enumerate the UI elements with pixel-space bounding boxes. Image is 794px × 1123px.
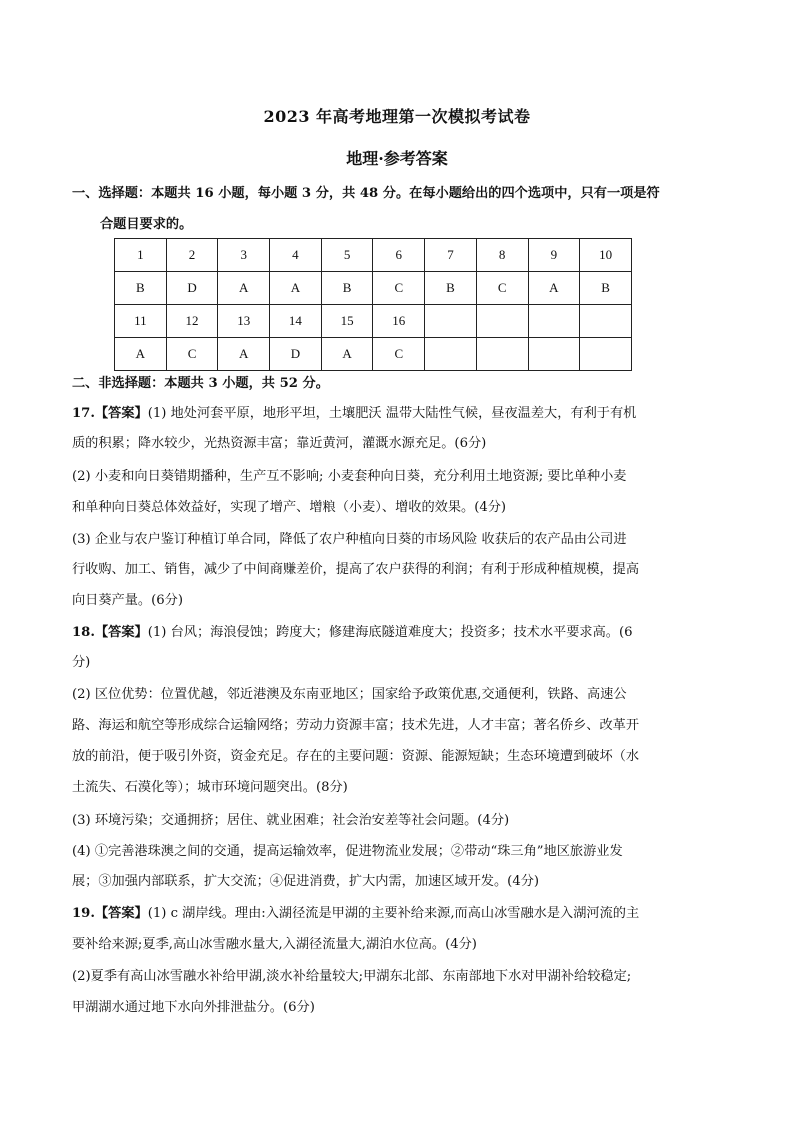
answer-table-cell: A [218, 338, 270, 371]
answer-table-cell: C [373, 272, 425, 305]
answer-table-cell [580, 338, 632, 371]
q17-p1-line2: 质的积累；降水较少，光热资源丰富；靠近黄河，灌溉水源充足。(6分) [72, 436, 487, 451]
answer-table-cell [476, 305, 528, 338]
answer-table-row [115, 305, 632, 338]
q17-p2-line2: 和单种向日葵总体效益好，实现了增产、增粮（小麦）、增收的效果。(4分) [72, 500, 507, 515]
answer-table-cell: 13 [218, 305, 270, 338]
q17-p3-line2: 行收购、加工、销售，减少了中间商赚差价，提高了农户获得的利润；有利于形成种植规模，提高 [72, 562, 640, 577]
answer-table-cell: 1 [115, 239, 167, 272]
q18-p2-line3: 放的前沿，便于吸引外资，资金充足。存在的主要问题：资源、能源短缺；生态环境遭到破坏（水 [72, 749, 640, 764]
answer-table-cell: C [166, 338, 218, 371]
q18-p2-line1: (2) 区位优势：位置优越，邻近港澳及东南亚地区；国家给予政策优惠,交通便利，铁路、高速公 [72, 687, 627, 702]
answer-table-cell: 8 [476, 239, 528, 272]
section1-heading: 一、选择题：本题共 16 小题，每小题 3 分，共 48 分。在每小题给出的四个选项中，只有一项是符 [72, 186, 660, 201]
q18-p4-line1: (4) ①完善港珠澳之间的交通，提高运输效率，促进物流业发展；②带动“珠三角”地区旅游业发 [72, 844, 623, 859]
q19-p1-line1: 19.【答案】(1) c 湖岸线。理由:入湖径流是甲湖的主要补给来源,而高山冰雪融水是入湖河流的主 [72, 906, 640, 921]
answer-table-cell [476, 338, 528, 371]
answer-table-cell: A [321, 338, 373, 371]
answer-table-cell: B [580, 272, 632, 305]
q18-p3-line1: (3) 环境污染；交通拥挤；居住、就业困难；社会治安差等社会问题。(4分) [72, 813, 510, 828]
answer-table-cell: A [270, 272, 322, 305]
q18-p2-line2: 路、海运和航空等形成综合运输网络；劳动力资源丰富；技术先进，人才丰富；著名侨乡、改革开 [72, 718, 640, 733]
answer-table-cell [580, 305, 632, 338]
answer-table-cell: D [166, 272, 218, 305]
answer-table-row [115, 338, 632, 371]
answer-table-cell: B [425, 272, 477, 305]
q18-p2-line4: 土流失、石漠化等）；城市环境问题突出。(8分) [72, 780, 348, 795]
answer-table-cell: A [528, 272, 580, 305]
q19-p2-line1: (2)夏季有高山冰雪融水补给甲湖,淡水补给量较大;甲湖东北部、东南部地下水对甲湖补给较稳定; [72, 969, 632, 984]
q18-p1-line1: 18.【答案】(1) 台风；海浪侵蚀；跨度大；修建海底隧道难度大；投资多；技术水平要求高。(6 [72, 625, 633, 640]
q18-p4-line2: 展；③加强内部联系，扩大交流；④促进消费，扩大内需，加速区域开发。(4分) [72, 874, 540, 889]
section1-heading-cont: 合题目要求的。 [100, 217, 193, 232]
answer-table-cell: 3 [218, 239, 270, 272]
q17-p2-line1: (2) 小麦和向日葵错期播种，生产互不影响; 小麦套种向日葵，充分利用土地资源; 要比单种小麦 [72, 469, 627, 484]
answer-table-cell: 12 [166, 305, 218, 338]
answer-table-cell [528, 305, 580, 338]
q17-p1-line1: 17.【答案】(1) 地处河套平原，地形平坦，土壤肥沃 温带大陆性气候，昼夜温差大，有利于有机 [72, 406, 637, 421]
page-subtitle: 地理·参考答案 [346, 149, 448, 168]
q19-p1-line2: 要补给来源;夏季,高山冰雪融水量大,入湖径流量大,湖泊水位高。(4分) [72, 937, 477, 952]
answer-table-row [115, 272, 632, 305]
answer-table-cell: 2 [166, 239, 218, 272]
answer-table-cell: 16 [373, 305, 425, 338]
q18-label: 18.【答案】 [72, 625, 148, 640]
answer-table-cell: 11 [115, 305, 167, 338]
answer-table-cell: 9 [528, 239, 580, 272]
answer-table-cell: A [218, 272, 270, 305]
answer-table-cell: 14 [270, 305, 322, 338]
page-title: 2023 年高考地理第一次模拟考试卷 [263, 107, 531, 126]
answer-table-cell: 6 [373, 239, 425, 272]
answer-table-cell: C [373, 338, 425, 371]
answer-table-cell: 5 [321, 239, 373, 272]
answer-table [114, 238, 632, 371]
answer-table-cell: D [270, 338, 322, 371]
answer-table-cell [425, 305, 477, 338]
q18-p1-line2: 分) [72, 655, 91, 670]
answer-table-cell: B [321, 272, 373, 305]
q19-label: 19.【答案】 [72, 906, 148, 921]
section2-heading: 二、非选择题：本题共 3 小题，共 52 分。 [72, 376, 329, 391]
answer-table-cell: B [115, 272, 167, 305]
answer-table-cell: A [115, 338, 167, 371]
q17-p3-line1: (3) 企业与农户鉴订种植订单合同，降低了农户种植向日葵的市场风险 收获后的农产品由公司进 [72, 532, 627, 547]
answer-table-cell: 7 [425, 239, 477, 272]
answer-table-cell [528, 338, 580, 371]
answer-table-cell [425, 338, 477, 371]
q17-p3-line3: 向日葵产量。(6分) [72, 593, 183, 608]
answer-table-cell: 10 [580, 239, 632, 272]
answer-table-cell: 4 [270, 239, 322, 272]
answer-table-cell: C [476, 272, 528, 305]
answer-table-cell: 15 [321, 305, 373, 338]
answer-table-row [115, 239, 632, 272]
q19-p2-line2: 甲湖湖水通过地下水向外排泄盐分。(6分) [72, 1000, 315, 1015]
q17-label: 17.【答案】 [72, 406, 148, 421]
